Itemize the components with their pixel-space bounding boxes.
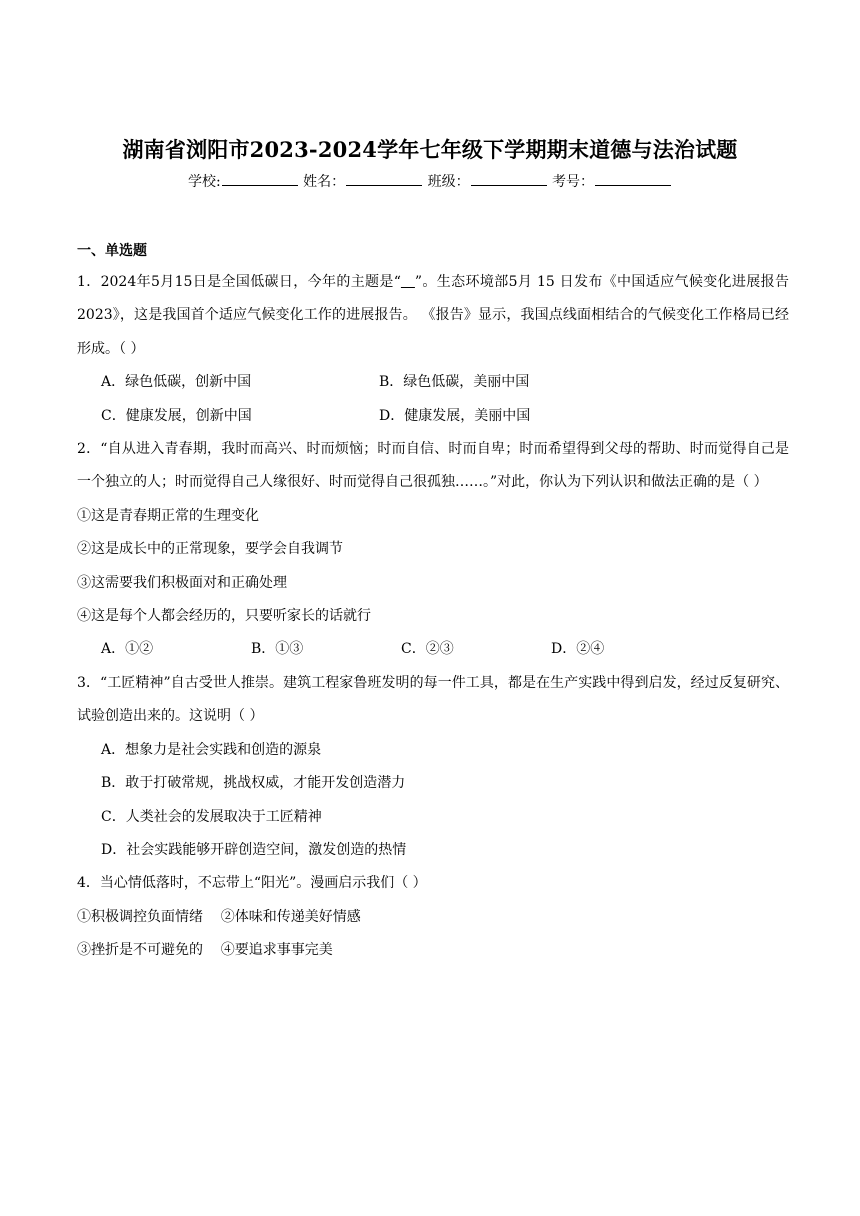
number-label: 考号：	[552, 174, 595, 190]
question-3-stem: 3．“工匠精神”自古受世人推崇。建筑工程家鲁班发明的每一件工具，都是在生产实践中得到启发，经过反复研究、试验创造出来的。这说明（ ）	[77, 674, 789, 725]
question-3-option-c[interactable]: C．人类社会的发展取决于工匠精神	[101, 808, 322, 825]
name-blank[interactable]	[346, 171, 422, 186]
question-2-option-d[interactable]: D．②④	[551, 641, 605, 658]
question-1-option-c[interactable]: C．健康发展，创新中国	[101, 407, 252, 424]
question-3-option-a[interactable]: A．想象力是社会实践和创造的源泉	[101, 741, 322, 758]
student-info-line	[0, 171, 860, 193]
question-body	[77, 266, 789, 968]
question-3-option-d[interactable]: D．社会实践能够开辟创造空间，激发创造的热情	[101, 841, 407, 858]
question-4-stem: 4．当心情低落时，不忘带上“阳光”。漫画启示我们（ ）	[77, 875, 427, 892]
question-1-option-b[interactable]: B．绿色低碳，美丽中国	[379, 374, 530, 391]
question-1-option-a[interactable]: A．绿色低碳，创新中国	[101, 374, 252, 391]
school-label: 学校:	[187, 174, 221, 190]
question-1-option-d[interactable]: D．健康发展，美丽中国	[379, 407, 531, 424]
question-2-item-2: ②这是成长中的正常现象，要学会自我调节	[77, 541, 343, 558]
question-4-items-row-1: ①积极调控负面情绪 ②体味和传递美好情感	[77, 908, 361, 925]
question-4-items-row-2: ③挫折是不可避免的 ④要追求事事完美	[77, 942, 333, 959]
class-blank[interactable]	[471, 171, 547, 186]
question-1-options	[77, 366, 789, 433]
page-title: 湖南省浏阳市2023-2024学年七年级下学期期末道德与法治试题	[122, 137, 738, 162]
question-2-item-3: ③这需要我们积极面对和正确处理	[77, 574, 287, 591]
question-1-blank	[401, 274, 415, 290]
question-2-item-4: ④这是每个人都会经历的，只要听家长的话就行	[77, 608, 371, 625]
question-2-stem: 2．“自从进入青春期，我时而高兴、时而烦恼；时而自信、时而自卑；时而希望得到父母的帮助、时而觉得自己是一个独立的人；时而觉得自己人缘很好、时而觉得自己很孤独……。”对此，你认为下列认识和做法正确的是（ ）	[77, 441, 789, 491]
question-2-options	[77, 633, 789, 666]
number-blank[interactable]	[595, 171, 671, 186]
question-1-stem-part-b: ”。生态环境部5月 15 日发布《中国适应气候变化进展报告2023》，这是我国首个适应气候变化工作的进展报告。 《报告》显示，我国点线面相结合的气候变化工作格局已经形成。（ ）	[77, 274, 789, 357]
question-3-option-b[interactable]: B．敢于打破常规，挑战权威，才能开发创造潜力	[101, 775, 406, 792]
question-2-option-a[interactable]: A．①②	[101, 641, 154, 658]
school-blank[interactable]	[222, 171, 298, 186]
question-1-stem-part-a: 1．2024年5月15日是全国低碳日，今年的主题是“	[77, 274, 401, 290]
class-label: 班级：	[427, 174, 470, 190]
question-2-option-c[interactable]: C．②③	[401, 641, 454, 658]
section-heading: 一、单选题	[77, 243, 147, 259]
question-2-item-1: ①这是青春期正常的生理变化	[77, 507, 259, 524]
name-label: 姓名：	[303, 174, 346, 190]
question-1-stem	[77, 266, 789, 366]
question-2-option-b[interactable]: B．①③	[251, 641, 304, 658]
